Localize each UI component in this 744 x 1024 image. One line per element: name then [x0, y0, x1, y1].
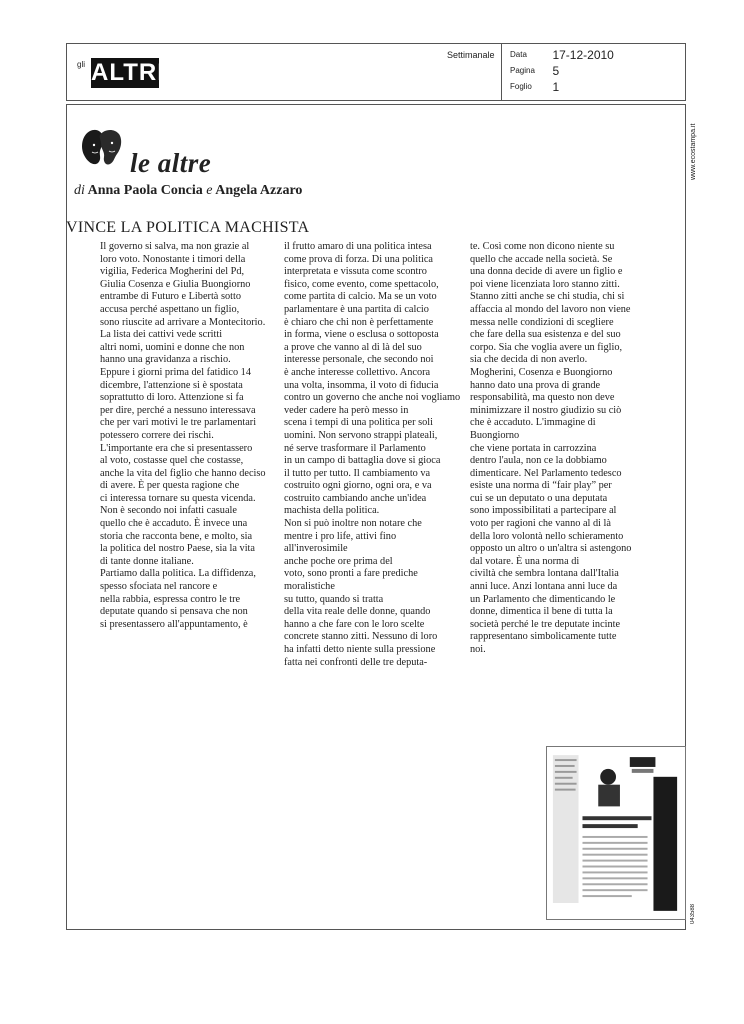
page-label: Pagina — [510, 66, 535, 76]
byline — [74, 183, 302, 199]
metadata-box — [501, 43, 685, 101]
byline-prefix: di — [74, 183, 85, 198]
logo-small-text: gli — [77, 60, 86, 69]
byline-join: e — [206, 183, 213, 198]
article-column-3 — [470, 241, 646, 657]
column-3-text: te. Così come non dicono niente su quello che accade nella società. Se una donna decide di avere un figlio e poi viene licenziata loro stanno zitti. Stanno zitti anche se chi studia, chi si affaccia al mondo del lavoro non viene messa nelle condizioni di scegliere che fare della sua esistenza e del suo corpo. Sia che voglia avere un figlio, sia che decida di non averlo. Mogherini, Cosenza e Buongiorno hanno dato una prova di grande responsabilità, ma questo non deve minimizzare il nostro giudizio su ciò che è accaduto. L'immagine di Buongiorno che viene portata in carrozzina dentro l'aula, non ce la dobbiamo dimenticare. Nel Parlamento tedesco esiste una norma di “fair play” per cui se un deputato o una deputata sono impossibilitati a partecipare al voto per ragioni che vanno al di là della loro volontà nello schieramento opposto un altro o un'altra si astengono dal votare. È una norma di civiltà che sembra lontana dall'Italia anni luce. Anzi lontana anni luce da un Parlamento che dimenticando le donne, dimentica il bene di tutta la società perché le tre deputate incinte rappresentano simbolicamente tutte noi. — [470, 241, 632, 655]
sheet-label: Foglio — [510, 82, 532, 92]
masthead — [66, 43, 686, 101]
clipping-code: 043588 — [690, 903, 696, 924]
authors-faces-icon — [78, 125, 124, 167]
article-column-2 — [284, 241, 462, 669]
article-headline: VINCE LA POLITICA MACHISTA — [66, 219, 310, 236]
sheet-value: 1 — [552, 79, 560, 94]
article-column-1 — [100, 241, 276, 631]
page-value: 5 — [552, 63, 560, 78]
logo-main-text: ALTRI — [91, 59, 165, 86]
page-thumbnail-image — [546, 746, 686, 920]
column-1-text: Il governo si salva, ma non grazie al loro voto. Nonostante i timori della vigilia, Federica Mogherini del Pd, Giulia Cosenza e Giulia Buongiorno entrambe di Futuro e Libertà sotto accusa perché aspettano un figlio, sono riuscite ad arrivare a Montecitorio. La lista dei cattivi vede scritti altri nomi, uomini e donne che non hanno una gravidanza a rischio. Eppure i giorni prima del fatidico 14 dicembre, l'attenzione si è spostata soprattutto di loro. Attenzione si fa per dire, perché a nessuno interessava che per vari motivi le tre parlamentari potessero correre dei rischi. L'importante era che si presentassero al voto, costasse quel che costasse, anche la vita del figlio che hanno deciso di avere. È per questa ragione che ci interessa tornare su questa vicenda. Non è secondo noi infatti casuale quello che è accaduto. È invece una storia che racconta bene, e molto, sia la politica del nostro Paese, sia la vita di tante donne italiane. Partiamo dalla politica. La diffidenza, spesso sfociata nel rancore e nella rabbia, espressa contro le tre deputate quando si pensava che non si presentassero all'appuntamento, è — [100, 241, 266, 630]
author-1: Anna Paola Concia — [87, 183, 203, 198]
date-value: 17-12-2010 — [552, 47, 614, 62]
column-title: le altre — [130, 148, 212, 178]
date-label: Data — [510, 50, 527, 60]
column-2-text: il frutto amaro di una politica intesa come prova di forza. Di una politica interpretata e vissuta come scontro fisico, come evento, come spettacolo, come partita di calcio. Ma se un voto parlamentare è una partita di calcio è chiaro che chi non è perfettamente in forma, viene o esclusa o sottoposta a prove che vanno al di là del suo interesse personale, che secondo noi è anche interesse collettivo. Ancora una volta, insomma, il voto di fiducia contro un governo che anche noi vogliamo veder cadere ha però messo in scena i tempi di una politica per soli uomini. Non servono strappi plateali, né serve trasformare il Parlamento in un campo di battaglia dove si gioca il tutto per tutto. Il cambiamento va costruito ogni giorno, ogni ora, e va costruito cambiando anche un'idea machista della politica. Non si può inoltre non notare che mentre i pro life, attivi fino all'inverosimile anche poche ore prima del voto, sono pronti a fare prediche moralistiche su tutto, quando si tratta della vita reale delle donne, quando hanno a che fare con le loro scelte concrete stanno zitti. Nessuno di loro ha infatti detto niente sulla pressione fatta nei confronti delle tre deputa- — [284, 241, 461, 668]
author-2: Angela Azzaro — [215, 183, 303, 198]
source-url: www.ecostampa.it — [690, 123, 697, 180]
sheet-row — [510, 78, 559, 96]
frequency-label: Settimanale — [447, 50, 495, 60]
